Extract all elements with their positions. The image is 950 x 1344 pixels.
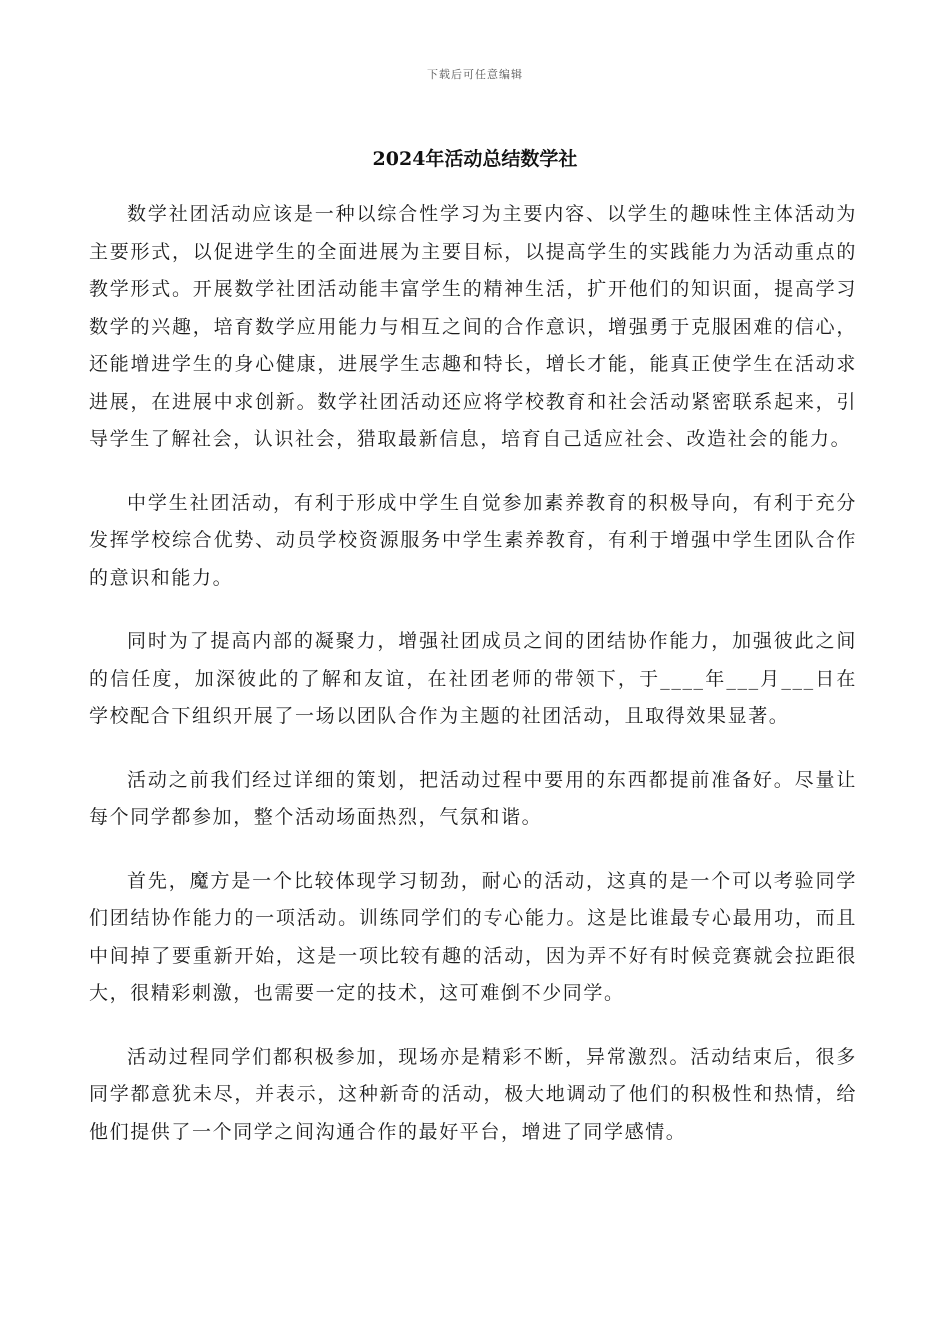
document-title: 2024年活动总结数学社 [372, 148, 578, 170]
paragraph-preparation: 活动之前我们经过详细的策划，把活动过程中要用的东西都提前准备好。尽量让每个同学都参加，整个活动场面热烈，气氛和谐。 [89, 768, 857, 828]
paragraph-event-date: 同时为了提高内部的凝聚力，增强社团成员之间的团结协作能力，加强彼此之间的信任度，加深彼此的了解和友谊，在社团老师的带领下，于____年___月___日在学校配合下组织开展了一场以团队合作为主题的社团活动，且取得效果显著。 [89, 630, 857, 727]
paragraph-intro: 数学社团活动应该是一种以综合性学习为主要内容、以学生的趣味性主体活动为主要形式，以促进学生的全面进展为主要目标，以提高学生的实践能力为活动重点的教学形式。开展数学社团活动能丰富学生的精神生活，扩开他们的知识面，提高学习数学的兴趣，培育数学应用能力与相互之间的合作意识，增强勇于克服困难的信心，还能增进学生的身心健康，进展学生志趣和特长，增长才能，能真正使学生在活动求进展，在进展中求创新。数学社团活动还应将学校教育和社会活动紧密联系起来，引导学生了解社会，认识社会，猎取最新信息，培育自己适应社会、改造社会的能力。 [89, 203, 857, 450]
paragraph-benefits: 中学生社团活动，有利于形成中学生自觉参加素养教育的积极导向，有利于充分发挥学校综合优势、动员学校资源服务中学生素养教育，有利于增强中学生团队合作的意识和能力。 [89, 491, 857, 589]
header-note: 下载后可任意编辑 [427, 68, 523, 81]
paragraph-conclusion: 活动过程同学们都积极参加，现场亦是精彩不断，异常激烈。活动结束后，很多同学都意犹未尽，并表示，这种新奇的活动，极大地调动了他们的积极性和热情，给他们提供了一个同学之间沟通合作的最好平台，增进了同学感情。 [89, 1045, 857, 1143]
paragraph-rubiks-cube: 首先，魔方是一个比较体现学习韧劲，耐心的活动，这真的是一个可以考验同学们团结协作能力的一项活动。训练同学们的专心能力。这是比谁最专心最用功，而且中间掉了要重新开始，这是一项比较有趣的活动，因为弄不好有时候竞赛就会拉距很大，很精彩刺激，也需要一定的技术，这可难倒不少同学。 [89, 869, 857, 1004]
document-body [89, 196, 857, 1177]
